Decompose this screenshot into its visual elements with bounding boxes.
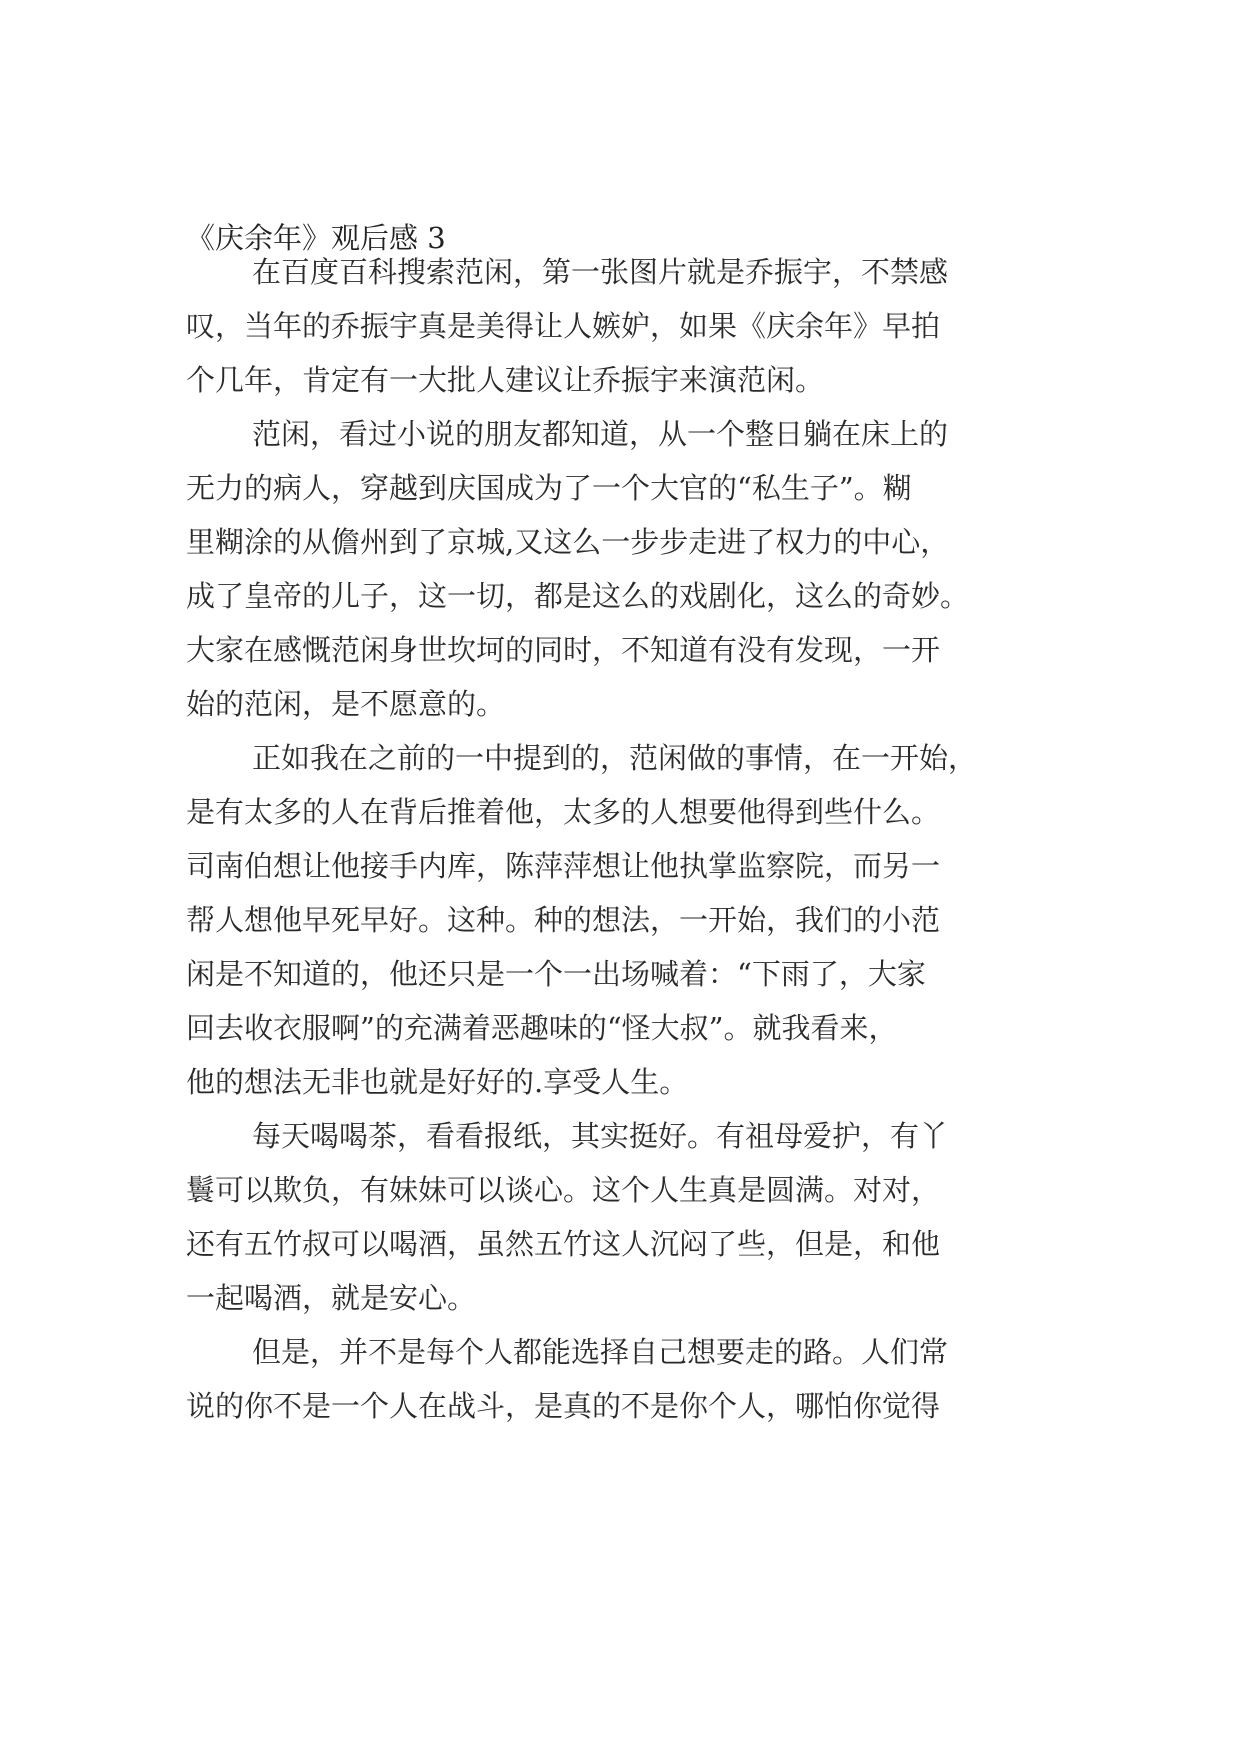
text-line: 正如我在之前的一中提到的，范闲做的事情，在一开始， <box>252 741 978 775</box>
document-title: 《庆余年》观后感 3 <box>186 221 446 255</box>
text-line: 每天喝喝茶，看看报纸，其实挺好。有祖母爱护，有丫 <box>252 1119 949 1153</box>
text-line: 他的想法无非也就是好好的.享受人生。 <box>186 1065 689 1099</box>
text-line: 里糊涂的从儋州到了京城,又这么一步步走进了权力的中心， <box>186 525 950 559</box>
text-line: 鬟可以欺负，有妹妹可以谈心。这个人生真是圆满。对对， <box>186 1173 941 1207</box>
text-line: 大家在感慨范闲身世坎坷的同时，不知道有没有发现，一开 <box>186 633 941 667</box>
text-line: 范闲，看过小说的朋友都知道，从一个整日躺在床上的 <box>252 417 949 451</box>
text-line: 回去收衣服啊”的充满着恶趣味的“怪大叔”。就我看来， <box>186 1011 898 1045</box>
text-line: 是有太多的人在背后推着他，太多的人想要他得到些什么。 <box>186 795 941 829</box>
text-line: 成了皇帝的儿子，这一切，都是这么的戏剧化，这么的奇妙。 <box>186 579 970 613</box>
text-line: 司南伯想让他接手内库，陈萍萍想让他执掌监察院，而另一 <box>186 849 941 883</box>
text-line: 无力的病人，穿越到庆国成为了一个大官的“私生子”。糊 <box>186 471 912 505</box>
text-line: 但是，并不是每个人都能选择自己想要走的路。人们常 <box>252 1335 949 1369</box>
text-line: 帮人想他早死早好。这种。种的想法，一开始，我们的小范 <box>186 903 941 937</box>
text-line: 说的你不是一个人在战斗，是真的不是你个人，哪怕你觉得 <box>186 1389 941 1423</box>
text-line: 在百度百科搜索范闲，第一张图片就是乔振宇，不禁感 <box>252 255 949 289</box>
text-line: 一起喝酒，就是安心。 <box>186 1281 477 1315</box>
text-line: 还有五竹叔可以喝酒，虽然五竹这人沉闷了些，但是，和他 <box>186 1227 941 1261</box>
text-line: 个几年，肯定有一大批人建议让乔振宇来演范闲。 <box>186 363 825 397</box>
text-line: 始的范闲，是不愿意的。 <box>186 687 506 721</box>
text-line: 闲是不知道的，他还只是一个一出场喊着：“下雨了，大家 <box>186 957 926 991</box>
text-line: 叹，当年的乔振宇真是美得让人嫉妒，如果《庆余年》早拍 <box>186 309 941 343</box>
